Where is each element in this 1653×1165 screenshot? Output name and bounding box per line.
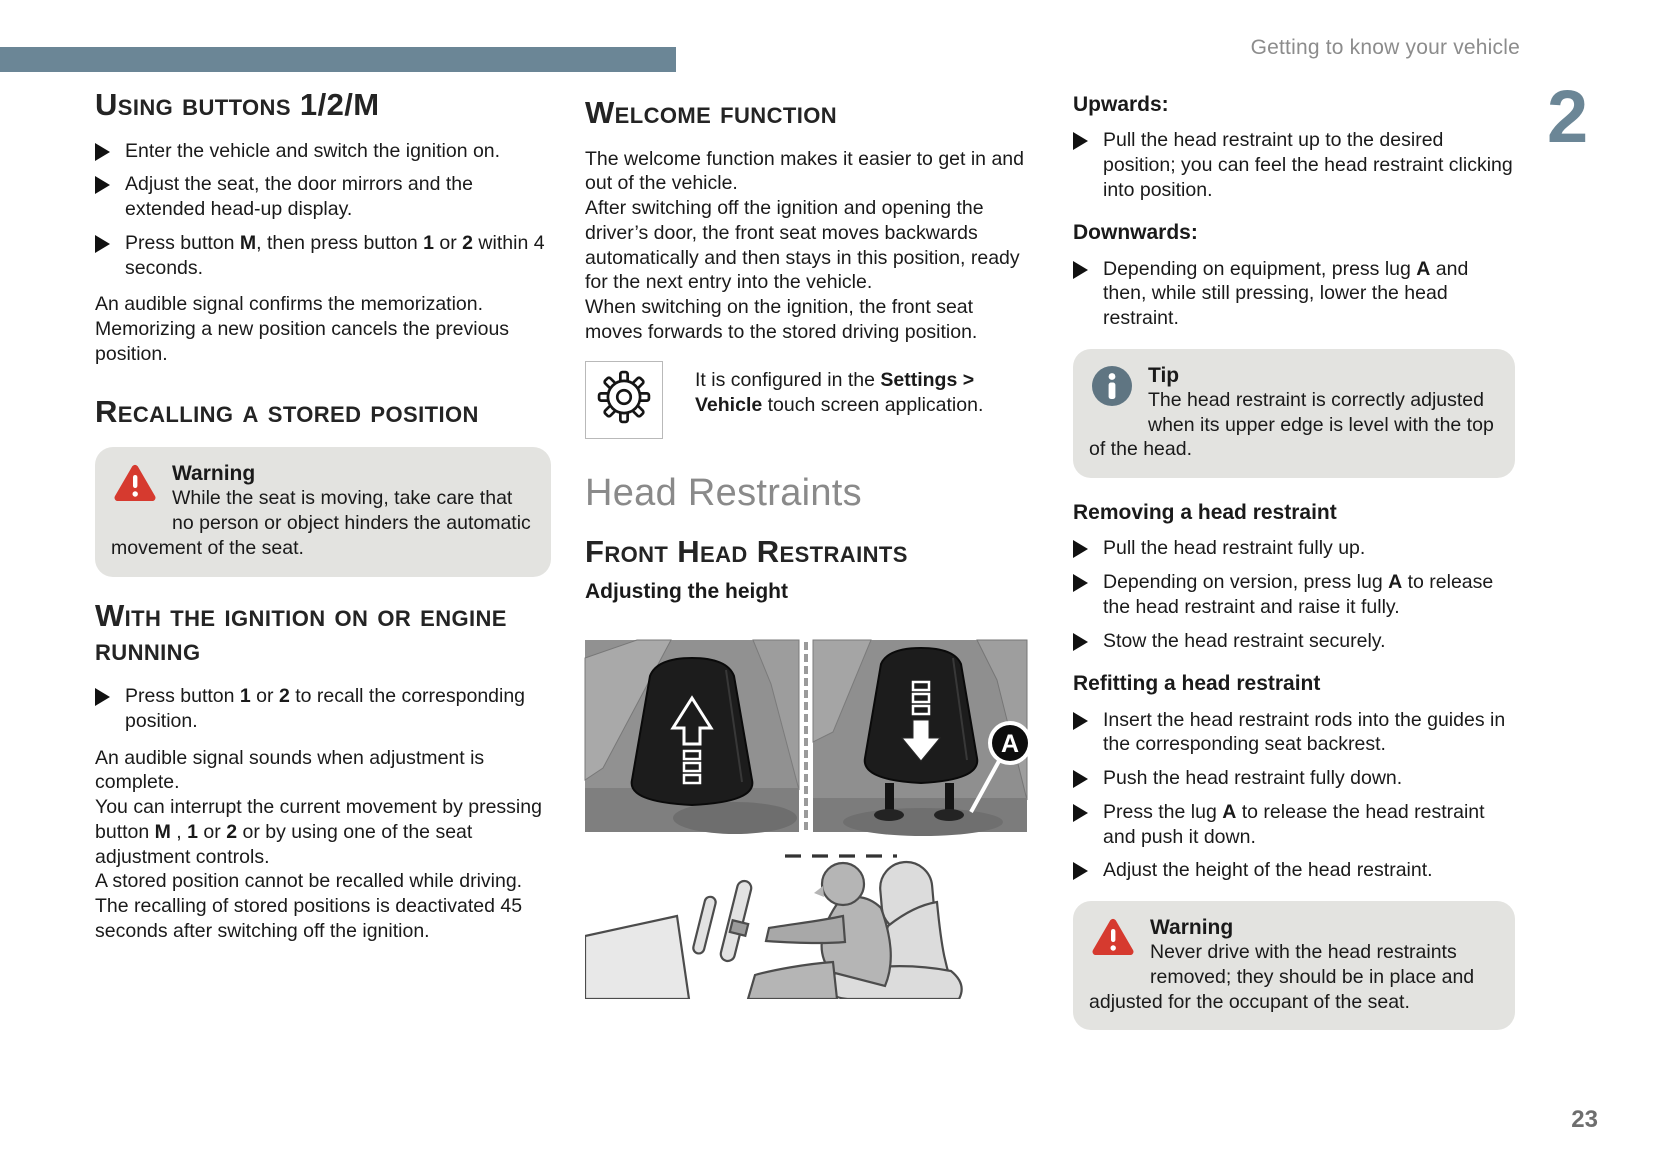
subheading-adjusting-height: Adjusting the height	[585, 580, 788, 604]
list-item	[1073, 257, 1515, 331]
label-a: A	[1000, 730, 1020, 759]
list-item	[1073, 536, 1515, 561]
list-item	[1073, 858, 1515, 883]
list-item	[1073, 766, 1515, 791]
bullet-triangle-icon	[95, 176, 110, 194]
list-item	[1073, 800, 1515, 850]
bullet-triangle-icon	[1073, 633, 1088, 651]
section-title-recalling: Recalling a stored position	[95, 393, 479, 429]
subheading-upwards: Upwards:	[1073, 93, 1169, 116]
bullet-triangle-icon	[1073, 574, 1088, 592]
list-item-text: Press button M, then press button 1 or 2 within 4 seconds.	[125, 231, 545, 279]
bullet-triangle-icon	[1073, 770, 1088, 788]
list-item	[95, 139, 551, 164]
gear-icon	[597, 370, 651, 429]
downwards-list	[1073, 257, 1515, 331]
settings-note-text: It is configured in the Settings > Vehicle touch screen application.	[695, 368, 984, 417]
list-item	[1073, 570, 1515, 620]
warning-box	[95, 447, 551, 576]
bullet-triangle-icon	[1073, 862, 1088, 880]
ignition-on-list	[95, 684, 551, 734]
photo-divider	[799, 640, 813, 832]
list-item-text: Adjust the height of the head restraint.	[1103, 859, 1433, 882]
list-item	[1073, 128, 1515, 202]
list-item-text: Stow the head restraint securely.	[1103, 629, 1386, 652]
headrest-raise-photo	[585, 640, 799, 832]
list-item-text: Press the lug A to release the head restraint and push it down.	[1103, 800, 1485, 848]
list-item-text: Push the head restraint fully down.	[1103, 767, 1403, 789]
paragraph: When switching on the ignition, the front seat moves forwards to the stored driving position.	[585, 296, 978, 343]
using-buttons-list	[95, 139, 551, 281]
subheading-refitting: Refitting a head restraint	[1073, 672, 1321, 696]
paragraph: After switching off the ignition and opening the driver’s door, the front seat moves backwards automatically and then stays in this position, ready for the next entry into the vehicle.	[585, 197, 1020, 294]
list-item-text: Pull the head restraint up to the desired position; you can feel the head restraint clicking into position.	[1103, 129, 1513, 201]
bullet-triangle-icon	[1073, 261, 1088, 279]
bullet-triangle-icon	[95, 235, 110, 253]
info-icon	[1091, 365, 1133, 412]
list-item	[95, 231, 551, 281]
upwards-list	[1073, 128, 1515, 202]
bullet-triangle-icon	[1073, 132, 1088, 150]
note-text: Never drive with the head restraints removed; they should be in place and adjusted for the occupant of the seat.	[1089, 941, 1475, 1013]
headrest-photos	[585, 640, 1027, 832]
warning-icon	[1091, 917, 1135, 962]
paragraph: A stored position cannot be recalled while driving. The recalling of stored positions is deactivated 45 seconds after switching off the ignition.	[95, 870, 523, 942]
chapter-accent-bar	[0, 47, 676, 72]
list-item	[95, 172, 551, 222]
right-column	[1073, 88, 1515, 1052]
page-number: 23	[1571, 1106, 1598, 1133]
list-item	[1073, 629, 1515, 654]
list-item-text: Pull the head restraint fully up.	[1103, 537, 1366, 560]
section-title-using-buttons: Using buttons 1/2/M	[95, 87, 380, 122]
subheading-removing: Removing a head restraint	[1073, 501, 1337, 525]
gear-icon-frame	[585, 361, 663, 439]
paragraph: The welcome function makes it easier to get in and out of the vehicle.	[585, 147, 1024, 195]
list-item	[95, 684, 551, 734]
label-a-badge	[988, 721, 1032, 765]
bullet-triangle-icon	[95, 143, 110, 161]
running-header: Getting to know your vehicle	[1250, 36, 1520, 59]
middle-column	[585, 88, 1027, 1004]
paragraph: An audible signal sounds when adjustment is complete.	[95, 746, 485, 794]
list-item-text: Enter the vehicle and switch the ignition on.	[125, 139, 501, 162]
list-item-text: Adjust the seat, the door mirrors and the extended head-up display.	[125, 173, 473, 221]
removing-list	[1073, 536, 1515, 653]
paragraph: An audible signal confirms the memorization. Memorizing a new position cancels the previous position.	[95, 293, 510, 365]
chapter-number: 2	[1547, 75, 1589, 158]
subheading-downwards: Downwards:	[1073, 221, 1198, 245]
note-title: Warning	[172, 462, 256, 486]
left-column	[95, 88, 551, 944]
bullet-triangle-icon	[1073, 712, 1088, 730]
driver-position-illustration	[585, 844, 1027, 1004]
bullet-triangle-icon	[95, 688, 110, 706]
list-item-text: Depending on equipment, press lug A and then, while still pressing, lower the head restraint.	[1103, 257, 1469, 330]
settings-note-row	[585, 361, 1027, 439]
list-item-text: Press button 1 or 2 to recall the corresponding position.	[125, 685, 526, 732]
note-text: While the seat is moving, take care that no person or object hinders the automatic movement of the seat.	[111, 487, 531, 559]
warning-icon	[113, 463, 157, 508]
section-title-welcome-function: Welcome function	[585, 95, 838, 130]
chapter-section-title: Head Restraints	[585, 471, 862, 514]
list-item-text: Insert the head restraint rods into the guides in the corresponding seat backrest.	[1103, 708, 1506, 756]
refitting-list	[1073, 708, 1515, 884]
dashed-divider-line	[804, 642, 808, 830]
section-title-front-head-restraints: Front Head Restraints	[585, 533, 908, 569]
tip-box	[1073, 349, 1515, 478]
note-title: Warning	[1150, 916, 1234, 939]
note-title: Tip	[1148, 363, 1180, 387]
warning-box	[1073, 901, 1515, 1030]
list-item-text: Depending on version, press lug A to release the head restraint and raise it fully.	[1103, 571, 1494, 618]
bullet-triangle-icon	[1073, 540, 1088, 558]
section-title-ignition-on: With the ignition on or engine running	[95, 597, 507, 668]
list-item	[1073, 708, 1515, 758]
headrest-lower-photo	[813, 640, 1027, 832]
bullet-triangle-icon	[1073, 804, 1088, 822]
note-text: The head restraint is correctly adjusted when its upper edge is level with the top of the head.	[1089, 388, 1494, 461]
paragraph: You can interrupt the current movement by pressing button M , 1 or 2 or by using one of the seat adjustment controls.	[95, 796, 542, 868]
